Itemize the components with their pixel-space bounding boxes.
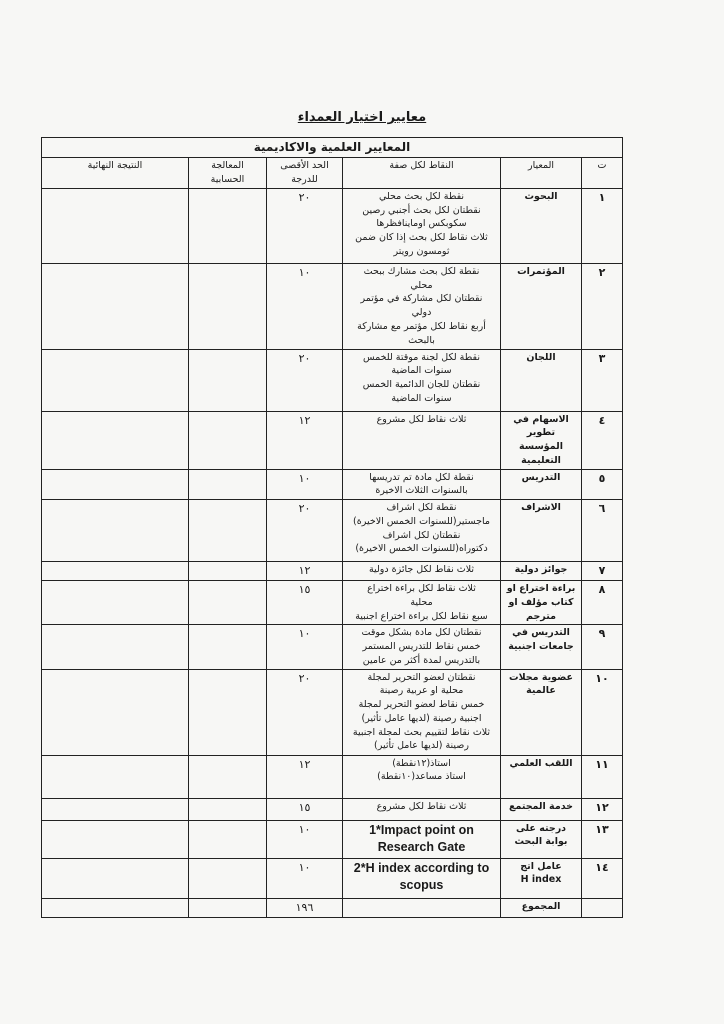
points-english: 1*Impact point on Research Gate	[369, 822, 474, 855]
criterion-label: الاسهام في تطوير المؤسسة التعليمية	[513, 413, 569, 466]
processing-cell	[189, 411, 267, 469]
points-cell	[343, 500, 501, 562]
points-cell	[343, 798, 501, 820]
criterion-cell	[501, 625, 582, 669]
table-row	[42, 581, 623, 625]
points-line: نقطتان لكل بحث أجنبي رصين	[362, 204, 481, 216]
processing-cell	[189, 858, 267, 898]
points-line: نقطة لكل بحث محلي	[378, 190, 465, 202]
row-number: ٧	[582, 562, 623, 581]
max-score: ١٠	[267, 858, 343, 898]
points-line: سنوات الماضية	[391, 365, 452, 377]
page-title: معايير اختيار العمداء	[297, 110, 427, 125]
total-result	[42, 898, 189, 917]
result-cell	[42, 755, 189, 798]
points-line: محلية او عربية رصينة	[379, 685, 464, 697]
result-cell	[42, 820, 189, 858]
table-row	[42, 669, 623, 755]
processing-cell	[189, 625, 267, 669]
criterion-cell	[501, 755, 582, 798]
header-row	[42, 158, 623, 189]
result-cell	[42, 581, 189, 625]
row-number: ٥	[582, 469, 623, 500]
points-line: محلية	[410, 596, 433, 608]
result-cell	[42, 188, 189, 263]
table-row	[42, 820, 623, 858]
points-line: ثلاث نقاط لكل جائزة دولية	[368, 564, 475, 576]
result-cell	[42, 263, 189, 349]
points-line: نقطة لكل اشراف	[386, 502, 457, 514]
header-num: ت	[582, 158, 623, 189]
row-number: ٨	[582, 581, 623, 625]
result-cell	[42, 411, 189, 469]
points-line: سكوبكس اوماينافظرها	[376, 218, 467, 230]
criterion-label: التدريس في جامعات اجنبية	[508, 627, 574, 653]
points-line: نقطتان لعضو التحرير لمجلة	[367, 671, 476, 683]
result-cell	[42, 669, 189, 755]
table-row	[42, 188, 623, 263]
header-processing: المعالجة الحسابية	[189, 158, 267, 189]
points-line: نقطة لكل بحث مشارك ببحث	[363, 265, 480, 277]
points-line: اجنبية رصينة (لديها عامل تأثير)	[361, 712, 482, 724]
points-line: ثلاث نقاط لكل بحث إذا كان ضمن	[355, 232, 488, 244]
max-score: ١٢	[267, 755, 343, 798]
criterion-cell	[501, 349, 582, 411]
points-line: دكتوراه(للسنوات الخمس الاخيرة)	[355, 543, 488, 555]
max-score: ٢٠	[267, 188, 343, 263]
row-number: ٢	[582, 263, 623, 349]
header-points: النقاط لكل صفة	[343, 158, 501, 189]
criterion-label: براءة اختراع او كتاب مؤلف او مترجم	[506, 583, 576, 622]
processing-cell	[189, 500, 267, 562]
total-row	[42, 898, 623, 917]
processing-cell	[189, 263, 267, 349]
max-score: ١٠	[267, 625, 343, 669]
header-criterion: المعيار	[501, 158, 582, 189]
processing-cell	[189, 469, 267, 500]
criterion-cell	[501, 562, 582, 581]
header-max: الحد الأقصى للدرجة	[267, 158, 343, 189]
points-line: دولي	[411, 307, 432, 319]
processing-cell	[189, 562, 267, 581]
row-number: ٤	[582, 411, 623, 469]
points-line: ثلاث نقاط لتقييم بحث لمجلة اجنبية	[352, 726, 491, 738]
result-cell	[42, 562, 189, 581]
points-line: استاذ مساعد(١٠نقطة)	[377, 771, 466, 783]
row-number: ٩	[582, 625, 623, 669]
max-score: ١٥	[267, 798, 343, 820]
table-row	[42, 411, 623, 469]
criterion-cell	[501, 500, 582, 562]
max-score: ١٢	[267, 411, 343, 469]
criterion-label: جوائز دولية	[514, 564, 568, 576]
criterion-cell	[501, 263, 582, 349]
points-cell	[343, 349, 501, 411]
max-score: ١٥	[267, 581, 343, 625]
result-cell	[42, 469, 189, 500]
table-row	[42, 500, 623, 562]
points-line: بالسنوات الثلاث الاخيرة	[375, 485, 468, 497]
processing-cell	[189, 581, 267, 625]
points-line: ثومسون رويتر	[393, 245, 450, 257]
processing-cell	[189, 188, 267, 263]
points-line: أربع نقاط لكل مؤتمر مع مشاركة	[357, 320, 486, 332]
table-row	[42, 858, 623, 898]
result-cell	[42, 858, 189, 898]
row-number: ٣	[582, 349, 623, 411]
table-row	[42, 798, 623, 820]
points-line: ثلاث نقاط لكل مشروع	[376, 413, 467, 425]
points-cell	[343, 562, 501, 581]
processing-cell	[189, 755, 267, 798]
row-number: ١١	[582, 755, 623, 798]
points-line: نقطتان لكل مشاركة في مؤتمر	[360, 293, 483, 305]
table-row	[42, 755, 623, 798]
max-score: ٢٠	[267, 669, 343, 755]
criterion-cell	[501, 188, 582, 263]
criterion-label: اللجان	[526, 351, 556, 363]
points-line: سنوات الماضية	[391, 392, 452, 404]
row-number: ٦	[582, 500, 623, 562]
processing-cell	[189, 349, 267, 411]
max-score: ٢٠	[267, 500, 343, 562]
total-points-blank	[343, 898, 501, 917]
criterion-cell	[501, 820, 582, 858]
max-score: ١٠	[267, 263, 343, 349]
table-row	[42, 562, 623, 581]
points-cell	[343, 820, 501, 858]
points-english: 2*H index according to scopus	[353, 860, 490, 893]
criterion-cell	[501, 469, 582, 500]
points-line: نقطة لكل لجنة موقتة للخمس	[362, 351, 480, 363]
criterion-label: درجته على بوابة البحث	[514, 822, 568, 848]
result-cell	[42, 798, 189, 820]
points-cell	[343, 469, 501, 500]
row-number: ١٢	[582, 798, 623, 820]
points-cell	[343, 188, 501, 263]
processing-cell	[189, 798, 267, 820]
points-line: رصينة (لديها عامل تأثير)	[374, 740, 469, 752]
criterion-label-en: H index	[520, 874, 562, 886]
max-score: ١٢	[267, 562, 343, 581]
points-cell	[343, 755, 501, 798]
table-banner: المعايير العلمية والاكاديمية	[42, 138, 623, 158]
result-cell	[42, 625, 189, 669]
header-result: النتيجة النهائية	[42, 158, 189, 189]
points-line: محلي	[410, 279, 433, 291]
points-cell	[343, 263, 501, 349]
criterion-label: المؤتمرات	[517, 265, 565, 277]
criterion-label: عضوية مجلات عالمية	[509, 671, 573, 697]
points-cell	[343, 858, 501, 898]
total-blank	[582, 898, 623, 917]
row-number: ١٤	[582, 858, 623, 898]
points-line: ثلاث نقاط لكل براءة اختراع	[367, 583, 476, 595]
criterion-cell	[501, 581, 582, 625]
criterion-cell	[501, 798, 582, 820]
criterion-cell	[501, 411, 582, 469]
criterion-cell	[501, 669, 582, 755]
points-line: سبع نقاط لكل براءة اختراع اجنبية	[355, 610, 488, 622]
processing-cell	[189, 669, 267, 755]
points-line: بالبحث	[408, 334, 435, 346]
points-line: ثلاث نقاط لكل مشروع	[376, 800, 467, 812]
points-line: نقطتان لكل مادة بشكل موقت	[361, 627, 482, 639]
criterion-label: عامل اتج	[520, 860, 562, 872]
criterion-label: خدمة المجتمع	[508, 800, 574, 812]
points-line: نقطة لكل مادة تم تدريسها	[369, 471, 474, 483]
criteria-table	[41, 137, 623, 918]
max-score: ١٠	[267, 820, 343, 858]
criterion-label: اللقب العلمي	[509, 757, 573, 769]
points-line: نقطتان لكل اشراف	[382, 529, 461, 541]
total-label: المجموع	[501, 898, 582, 917]
row-number: ١٣	[582, 820, 623, 858]
points-cell	[343, 411, 501, 469]
criterion-label: البحوث	[524, 190, 558, 202]
result-cell	[42, 349, 189, 411]
criterion-label: الاشراف	[521, 502, 561, 514]
row-number: ١	[582, 188, 623, 263]
points-line: ماجستير(للسنوات الخمس الاخيرة)	[353, 515, 490, 527]
points-cell	[343, 625, 501, 669]
points-line: استاذ(١٢نقطة)	[392, 757, 451, 769]
total-processing	[189, 898, 267, 917]
points-line: نقطتان للجان الدائمية الخمس	[362, 379, 481, 391]
table-row	[42, 469, 623, 500]
table-row	[42, 263, 623, 349]
table-row	[42, 625, 623, 669]
row-number: ١٠	[582, 669, 623, 755]
points-line: خمس نقاط للتدريس المستمر	[362, 641, 481, 653]
points-line: بالتدريس لمدة أكثر من عامين	[362, 654, 481, 666]
processing-cell	[189, 820, 267, 858]
result-cell	[42, 500, 189, 562]
points-cell	[343, 669, 501, 755]
points-cell	[343, 581, 501, 625]
points-line: خمس نقاط لعضو التحرير لمجلة	[358, 699, 485, 711]
total-max: ١٩٦	[267, 898, 343, 917]
table-row	[42, 349, 623, 411]
max-score: ١٠	[267, 469, 343, 500]
max-score: ٢٠	[267, 349, 343, 411]
criterion-label: التدريس	[521, 471, 561, 483]
criterion-cell	[501, 858, 582, 898]
